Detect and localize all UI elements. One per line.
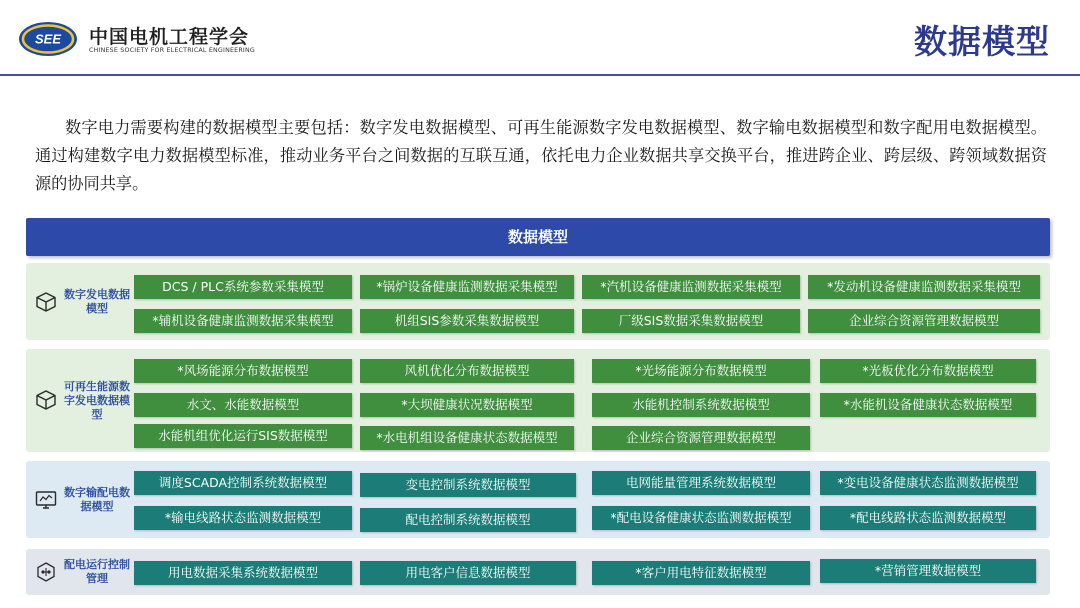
org-name: 中国电机工程学会	[89, 26, 250, 48]
header	[0, 0, 1080, 76]
model-item: 用电数据采集系统数据模型	[134, 561, 352, 585]
section-label: 可再生能源数字发电数据模型	[64, 380, 130, 421]
model-item: 调度SCADA控制系统数据模型	[134, 471, 352, 495]
model-item: *锅炉设备健康监测数据采集模型	[360, 275, 574, 299]
monitor-icon	[34, 488, 58, 512]
section-digital-transmission	[26, 461, 1050, 538]
model-item: *汽机设备健康监测数据采集模型	[582, 275, 800, 299]
model-item: *大坝健康状况数据模型	[360, 393, 574, 417]
diagram-title: 数据模型	[507, 228, 568, 246]
see-logo	[18, 21, 78, 57]
model-item: *配电设备健康状态监测数据模型	[592, 506, 810, 530]
model-item: 风机优化分布数据模型	[360, 359, 574, 383]
model-item: *风场能源分布数据模型	[134, 359, 352, 383]
model-item: *配电线路状态监测数据模型	[820, 506, 1036, 530]
section-label: 配电运行控制管理	[64, 558, 130, 585]
model-item: 企业综合资源管理数据模型	[808, 309, 1040, 333]
model-item: 企业综合资源管理数据模型	[592, 426, 810, 450]
cube-icon	[34, 388, 58, 412]
section-label: 数字发电数据模型	[64, 288, 130, 315]
intro-paragraph: 数字电力需要构建的数据模型主要包括：数字发电数据模型、可再生能源数字发电数据模型、数字输电数据模型和数字配用电数据模型。通过构建数字电力数据模型标准，推动业务平台之间数据的互联互通，依托电力企业数据共享交换平台，推进跨企业、跨层级、跨领域数据资源的协同共享。	[35, 118, 1047, 193]
model-item: 变电控制系统数据模型	[360, 473, 576, 497]
model-item: *光板优化分布数据模型	[820, 359, 1036, 383]
model-item: *变电设备健康状态监测数据模型	[820, 471, 1036, 495]
model-item: DCS / PLC系统参数采集模型	[134, 275, 352, 299]
logo-text: SEE	[34, 31, 62, 47]
model-item: *发动机设备健康监测数据采集模型	[808, 275, 1040, 299]
page-title: 数据模型	[914, 22, 1050, 61]
model-item: 水能机组优化运行SIS数据模型	[134, 424, 352, 448]
cube-icon	[34, 290, 58, 314]
model-item: 水能机控制系统数据模型	[592, 393, 810, 417]
section-renewable-generation	[26, 349, 1050, 452]
model-item: 水文、水能数据模型	[134, 393, 352, 417]
model-item: 厂级SIS数据采集数据模型	[582, 309, 800, 333]
model-item: *水能机设备健康状态数据模型	[820, 393, 1036, 417]
model-item: *水电机组设备健康状态数据模型	[360, 426, 574, 450]
model-item: 用电客户信息数据模型	[360, 561, 576, 585]
model-item: 电网能量管理系统数据模型	[592, 471, 810, 495]
model-item: *输电线路状态监测数据模型	[134, 506, 352, 530]
org-name-en: CHINESE SOCIETY FOR ELECTRICAL ENGINEERING	[89, 47, 255, 54]
network-icon	[34, 560, 58, 584]
header-divider	[0, 74, 1080, 76]
diagram-title-band	[26, 218, 1050, 256]
model-item: *客户用电特征数据模型	[592, 561, 810, 585]
model-item: *营销管理数据模型	[820, 559, 1036, 583]
model-item: 机组SIS参数采集数据模型	[360, 309, 574, 333]
section-label: 数字输配电数据模型	[64, 486, 130, 513]
section-distribution-control	[26, 549, 1050, 595]
model-item: *辅机设备健康监测数据采集模型	[134, 309, 352, 333]
model-item: 配电控制系统数据模型	[360, 508, 576, 532]
section-digital-generation	[26, 263, 1050, 340]
model-item: *光场能源分布数据模型	[592, 359, 810, 383]
